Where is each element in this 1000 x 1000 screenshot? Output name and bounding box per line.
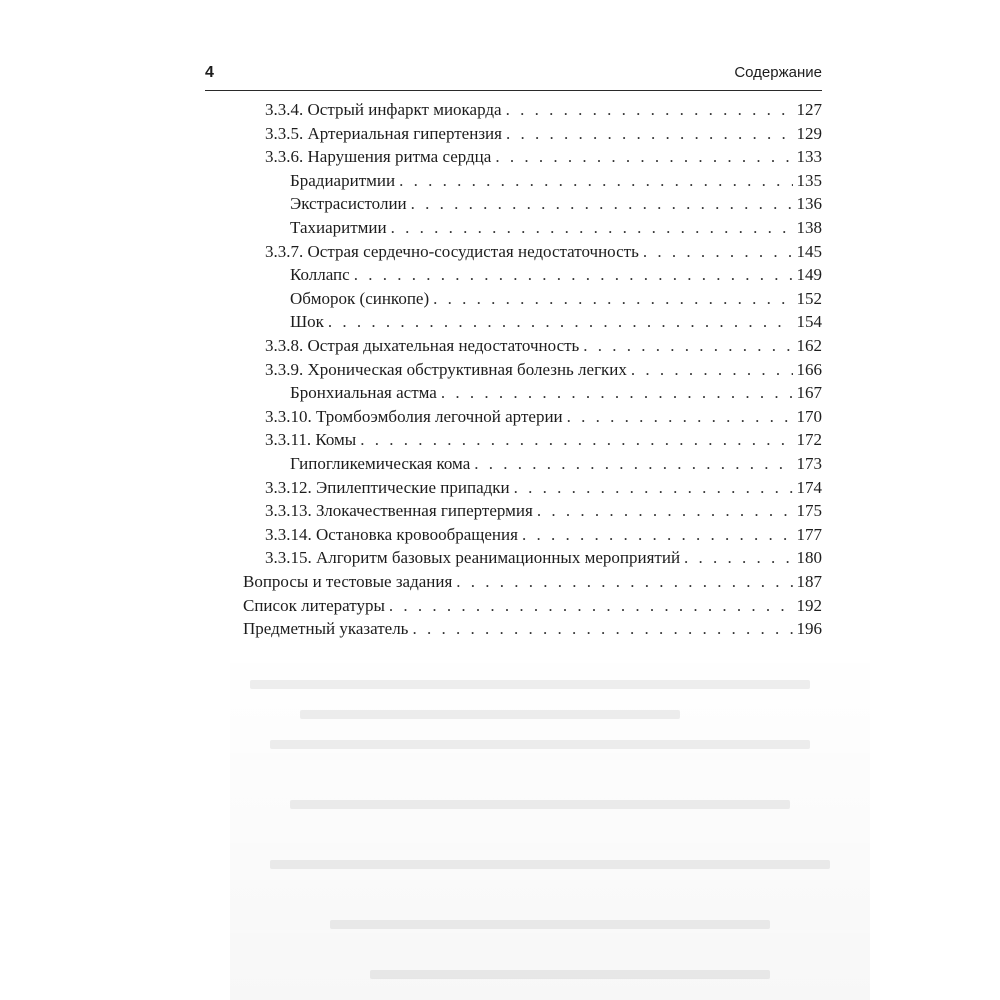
toc-entry-page: 196 bbox=[796, 619, 822, 638]
toc-entry-title: Шок bbox=[290, 312, 324, 331]
toc-entry bbox=[265, 98, 822, 122]
toc-entry-page: 187 bbox=[796, 572, 822, 591]
toc-entry-page: 162 bbox=[796, 336, 822, 355]
toc-dot-leader bbox=[567, 405, 793, 429]
toc-dot-leader bbox=[441, 381, 793, 405]
toc-entry-page: 180 bbox=[796, 548, 822, 567]
toc-entry-page: 154 bbox=[796, 312, 822, 331]
toc-entry bbox=[243, 570, 822, 594]
toc-entry-title: 3.3.14. Остановка кровообращения bbox=[265, 525, 518, 544]
toc-entry bbox=[265, 476, 822, 500]
toc-dot-leader bbox=[583, 334, 792, 358]
toc-entry-page: 175 bbox=[796, 501, 822, 520]
toc-entry-page: 170 bbox=[796, 407, 822, 426]
toc-entry-page: 138 bbox=[796, 218, 822, 237]
toc-entry bbox=[243, 617, 822, 641]
toc-entry-title: Тахиаритмии bbox=[290, 218, 387, 237]
toc-entry-title: 3.3.7. Острая сердечно-сосудистая недостаточность bbox=[265, 242, 639, 261]
toc-entry bbox=[265, 122, 822, 146]
toc-entry-title: 3.3.13. Злокачественная гипертермия bbox=[265, 501, 533, 520]
toc-entry-title: 3.3.12. Эпилептические припадки bbox=[265, 478, 510, 497]
toc-dot-leader bbox=[399, 169, 792, 193]
toc-entry-page: 173 bbox=[796, 454, 822, 473]
toc-entry-title: Экстрасистолии bbox=[290, 194, 407, 213]
toc-entry-page: 172 bbox=[796, 430, 822, 449]
toc-entry bbox=[290, 310, 822, 334]
toc-entry bbox=[265, 546, 822, 570]
toc-dot-leader bbox=[391, 216, 793, 240]
toc-entry bbox=[265, 523, 822, 547]
toc-dot-leader bbox=[514, 476, 793, 500]
toc-entry-title: 3.3.8. Острая дыхательная недостаточность bbox=[265, 336, 580, 355]
toc-entry bbox=[290, 192, 822, 216]
toc-entry-page: 127 bbox=[796, 100, 822, 119]
toc-dot-leader bbox=[506, 98, 793, 122]
toc-dot-leader bbox=[389, 594, 793, 618]
toc-dot-leader bbox=[522, 523, 793, 547]
toc-entry-title: Коллапс bbox=[290, 265, 350, 284]
toc-dot-leader bbox=[631, 358, 793, 382]
toc-entry bbox=[243, 594, 822, 618]
toc-dot-leader bbox=[456, 570, 792, 594]
toc-entry-page: 145 bbox=[796, 242, 822, 261]
running-title: Содержание bbox=[734, 64, 822, 81]
toc-entry-title: 3.3.9. Хроническая обструктивная болезнь легких bbox=[265, 360, 627, 379]
page-number: 4 bbox=[205, 64, 214, 81]
toc-entry-title: 3.3.10. Тромбоэмболия легочной артерии bbox=[265, 407, 563, 426]
toc-entry-page: 174 bbox=[796, 478, 822, 497]
toc-entry bbox=[290, 216, 822, 240]
toc-entry bbox=[265, 499, 822, 523]
toc-entry-title: 3.3.15. Алгоритм базовых реанимационных мероприятий bbox=[265, 548, 681, 567]
toc-dot-leader bbox=[684, 546, 792, 570]
toc-dot-leader bbox=[412, 617, 792, 641]
toc-dot-leader bbox=[474, 452, 792, 476]
toc-entry-title: Вопросы и тестовые задания bbox=[243, 572, 453, 591]
toc-entry-title: Список литературы bbox=[243, 596, 385, 615]
toc-entry-title: 3.3.4. Острый инфаркт миокарда bbox=[265, 100, 502, 119]
toc-entry-page: 192 bbox=[796, 596, 822, 615]
toc-entry bbox=[265, 334, 822, 358]
toc-entry-title: Бронхиальная астма bbox=[290, 383, 437, 402]
toc-dot-leader bbox=[411, 192, 793, 216]
toc-entry-page: 129 bbox=[796, 124, 822, 143]
toc-dot-leader bbox=[328, 310, 793, 334]
toc-entry-page: 167 bbox=[796, 383, 822, 402]
toc-dot-leader bbox=[433, 287, 792, 311]
toc-entry-page: 133 bbox=[796, 147, 822, 166]
toc-entry bbox=[290, 287, 822, 311]
toc-dot-leader bbox=[495, 145, 792, 169]
toc-entry bbox=[265, 428, 822, 452]
toc-entry bbox=[265, 405, 822, 429]
toc-entry-page: 149 bbox=[796, 265, 822, 284]
toc-entry bbox=[290, 169, 822, 193]
toc-entry-page: 166 bbox=[796, 360, 822, 379]
toc-entry-title: 3.3.6. Нарушения ритма сердца bbox=[265, 147, 492, 166]
toc-entry-title: 3.3.11. Комы bbox=[265, 430, 357, 449]
toc-entry-title: Предметный указатель bbox=[243, 619, 409, 638]
toc-entry-page: 136 bbox=[796, 194, 822, 213]
toc-dot-leader bbox=[537, 499, 793, 523]
toc-entry bbox=[290, 263, 822, 287]
toc-entry-title: Обморок (синкопе) bbox=[290, 289, 430, 308]
toc-dot-leader bbox=[354, 263, 793, 287]
toc-dot-leader bbox=[643, 240, 793, 264]
toc-entry-title: 3.3.5. Артериальная гипертензия bbox=[265, 124, 502, 143]
toc-entry bbox=[265, 145, 822, 169]
toc-entry bbox=[290, 452, 822, 476]
toc-entry-page: 177 bbox=[796, 525, 822, 544]
toc-entry bbox=[290, 381, 822, 405]
toc-entry-page: 135 bbox=[796, 171, 822, 190]
toc-entry-page: 152 bbox=[796, 289, 822, 308]
toc-entry bbox=[265, 358, 822, 382]
toc-entry-title: Гипогликемическая кома bbox=[290, 454, 471, 473]
toc-dot-leader bbox=[360, 428, 792, 452]
toc-dot-leader bbox=[506, 122, 793, 146]
toc-entry-title: Брадиаритмии bbox=[290, 171, 396, 190]
toc-entry bbox=[265, 240, 822, 264]
